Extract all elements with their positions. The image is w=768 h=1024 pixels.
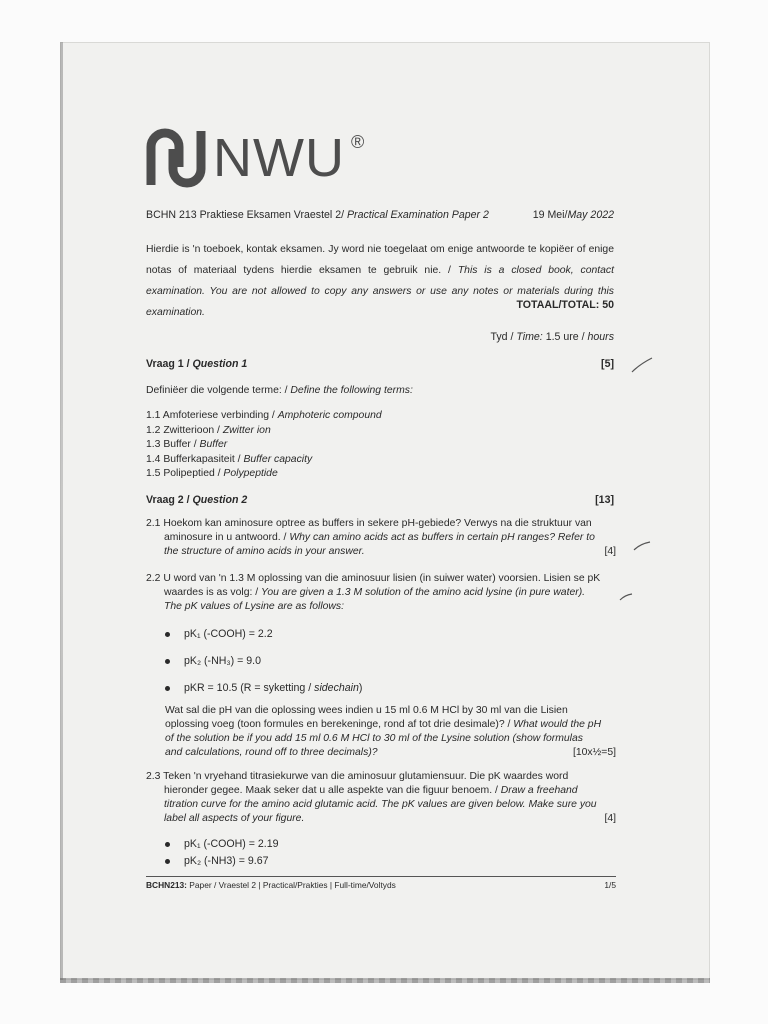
page-number: 1/5	[604, 880, 616, 890]
glutamic-pk2: pK₂ (-NH3) = 9.67	[165, 855, 268, 867]
exam-instructions: Hierdie is 'n toeboek, kontak eksamen. Jy word nie toegelaat om enige antwoorde te kopiëer of enige notas of materiaal tydens hierdie eksamen te gebruik nie. / This is a closed book, contact examination. You are not allowed to copy any answers or use any notes or materials during this examination.	[146, 244, 614, 318]
lysine-pk1: pK₁ (-COOH) = 2.2	[165, 628, 273, 640]
registered-mark: ®	[350, 132, 365, 152]
nwu-emblem-icon	[145, 127, 207, 189]
page-footer	[146, 880, 616, 890]
term-item: 1.4 Bufferkapasiteit / Buffer capacity	[146, 453, 313, 465]
question-2-2-task: Wat sal die pH van die oplossing wees indien u 15 ml 0.6 M HCl by 30 ml van die Lisien oplossing voeg (toon formules en berekeninge, rond af tot drie desimale)? / What would the pH of the solution be if you add 15 ml 0.6 M HCl to 30 ml of the Lysine solution (show formulas and calculations, round off to three decimals)? [10x½=5]	[165, 705, 616, 758]
glutamic-pk1: pK₁ (-COOH) = 2.19	[165, 838, 279, 850]
bullet-icon	[165, 659, 170, 664]
bullet-icon	[165, 859, 170, 864]
question-1-marks: [5]	[601, 358, 614, 370]
logo-wordmark: NWU	[213, 128, 345, 188]
paper-edge-bottom	[60, 978, 710, 983]
check-tick-icon	[630, 356, 654, 374]
total-marks-row	[146, 299, 614, 311]
footer-course-code: BCHN213:	[146, 880, 187, 890]
bullet-icon	[165, 686, 170, 691]
term-item: 1.1 Amfoteriese verbinding / Amphoteric compound	[146, 410, 382, 421]
lysine-pkr: pKR = 10.5 (R = syketting / sidechain)	[165, 682, 362, 694]
footer-divider	[146, 876, 616, 877]
check-tick-icon	[632, 540, 652, 552]
question-2-3: 2.3 Teken 'n vryehand titrasiekurwe van die aminosuur glutamiensuur. Die pK waardes word hieronder gegee. Maak seker dat u alle aspekte van die figuur benoem. / Draw a freehand titration curve for the amino acid glutamic acid. The pK values are given below. Make sure you label all aspects of your figure. [4]	[146, 771, 616, 824]
term-item: 1.3 Buffer / Buffer	[146, 439, 228, 450]
question-2-2-marks: [10x½=5]	[572, 747, 616, 758]
question-1-instruction: Definiëer die volgende terme: / Define the following terms:	[146, 385, 413, 396]
term-item: 1.5 Polipeptied / Polypeptide	[146, 468, 278, 479]
total-marks: TOTAAL/TOTAL: 50	[516, 299, 614, 311]
question-2-1-marks: [4]	[604, 546, 616, 557]
question-2-marks: [13]	[595, 494, 614, 506]
exam-time: Tyd / Time: 1.5 ure / hours	[490, 331, 614, 343]
question-2-heading: Vraag 2 / Question 2 [13]	[146, 494, 614, 506]
question-2-1: 2.1 Hoekom kan aminosure optree as buffers in sekere pH-gebiede? Verwys na die struktuur van aminosure in u antwoord. / Why can amino acids act as buffers in certain pH ranges? Refer to the structure of amino acids in your answer. [4]	[146, 518, 616, 557]
check-tick-icon	[618, 592, 634, 602]
question-1-terms	[146, 409, 382, 482]
question-2-2: 2.2 U word van 'n 1.3 M oplossing van die aminosuur lisien (in suiwer water) voorsien. Lisien se pK waardes is as volg: / You are given a 1.3 M solution of the amino acid lysine (in pure water). The pK values of Lysine are as follows:	[146, 573, 601, 612]
bullet-icon	[165, 632, 170, 637]
footer-text: Paper / Vraestel 2 | Practical/Prakties | Full-time/Voltyds	[186, 880, 396, 890]
term-item: 1.2 Zwitterioon / Zwitter ion	[146, 424, 271, 436]
course-title: BCHN 213 Praktiese Eksamen Vraestel 2/ Practical Examination Paper 2	[146, 209, 489, 221]
exam-header	[146, 209, 614, 221]
bullet-icon	[165, 842, 170, 847]
paper-edge-left	[60, 42, 63, 980]
lysine-pk2: pK₂ (-NH₃) = 9.0	[165, 655, 261, 667]
question-2-3-marks: [4]	[604, 813, 616, 824]
question-1-heading: Vraag 1 / Question 1 [5]	[146, 358, 614, 370]
nwu-logo	[145, 126, 364, 190]
exam-date: 19 Mei/May 2022	[532, 209, 614, 221]
